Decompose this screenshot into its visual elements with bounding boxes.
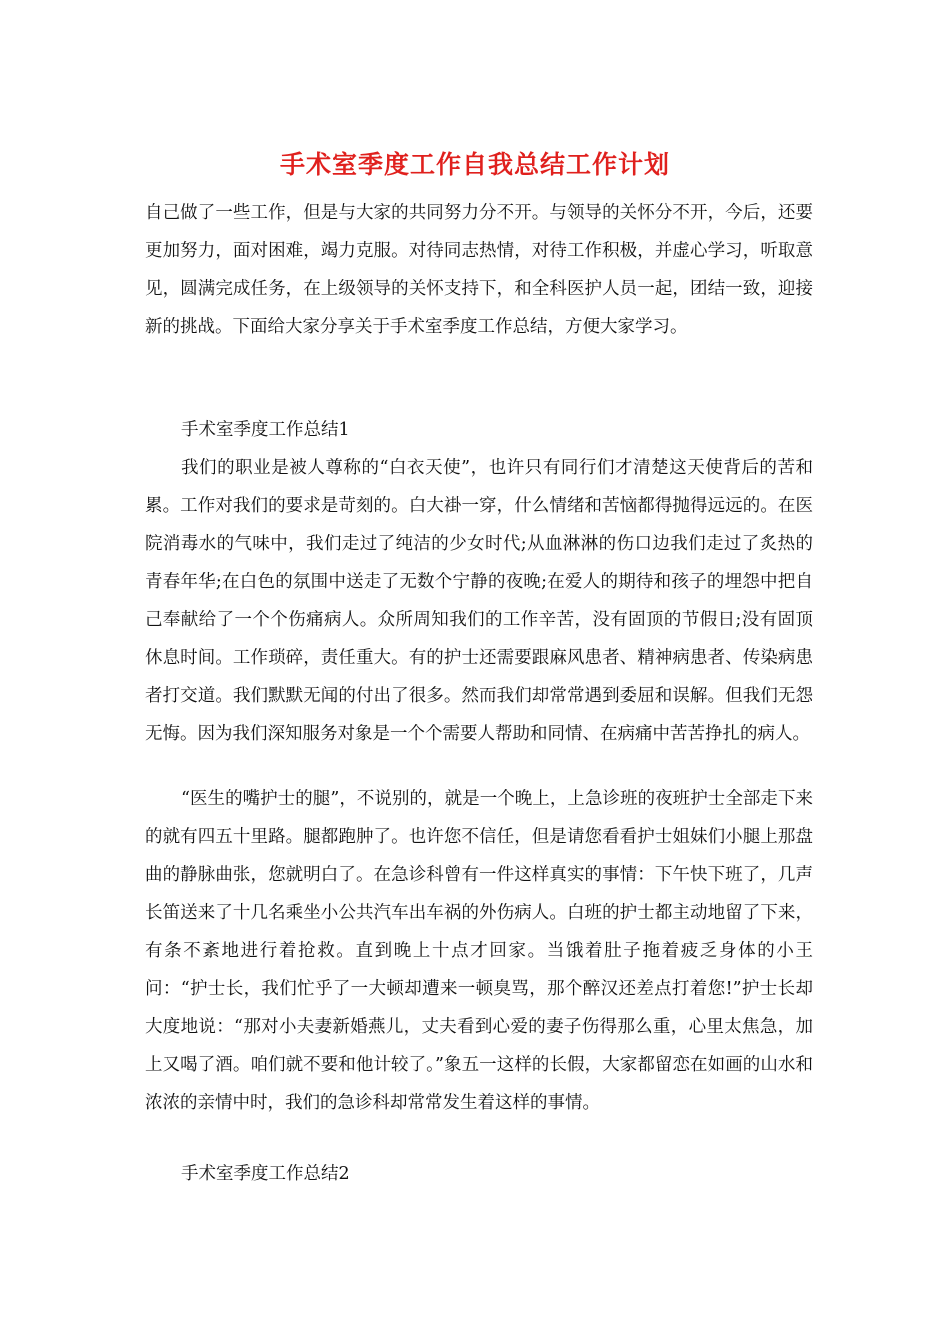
document-title: 手术室季度工作自我总结工作计划 — [279, 150, 670, 179]
section-heading-1: 手术室季度工作总结1 — [181, 420, 350, 440]
section1-paragraph-1: 我们的职业是被人尊称的“白衣天使”，也许只有同行们才清楚这天使背后的苦和累。工作对我们的要求是苛刻的。白大褂一穿，什么情绪和苦恼都得抛得远远的。在医院消毒水的气味中，我们走过了纯洁的少女时代;从血淋淋的伤口边我们走过了炙热的青春年华;在白色的氛围中送走了无数个宁静的夜晚;在爱人的期待和孩子的埋怨中把自己奉献给了一个个伤痛病人。众所周知我们的工作辛苦，没有固顶的节假日;没有固顶休息时间。工作琐碎，责任重大。有的护士还需要跟麻风患者、精神病患者、传染病患者打交道。我们默默无闻的付出了很多。然而我们却常常遇到委屈和误解。但我们无怨无悔。因为我们深知服务对象是一个个需要人帮助和同情、在病痛中苦苦挣扎的病人。 — [145, 458, 813, 744]
intro-paragraph: 自己做了一些工作，但是与大家的共同努力分不开。与领导的关怀分不开，今后，还要更加努力，面对困难，竭力克服。对待同志热情，对待工作积极，并虚心学习，听取意见，圆满完成任务，在上级领导的关怀支持下，和全科医护人员一起，团结一致，迎接新的挑战。下面给大家分享关于手术室季度工作总结，方便大家学习。 — [145, 203, 813, 337]
section1-paragraph-2: “医生的嘴护士的腿”，不说别的，就是一个晚上，上急诊班的夜班护士全部走下来的就有四五十里路。腿都跑肿了。也许您不信任，但是请您看看护士姐妹们小腿上那盘曲的静脉曲张，您就明白了。在急诊科曾有一件这样真实的事情：下午快下班了，几声长笛送来了十几名乘坐小公共汽车出车祸的外伤病人。白班的护士都主动地留了下来，有条不紊地进行着抢救。直到晚上十点才回家。当饿着肚子拖着疲乏身体的小王问：“护士长，我们忙乎了一大顿却遭来一顿臭骂，那个醉汉还差点打着您!”护士长却大度地说：“那对小夫妻新婚燕儿，丈夫看到心爱的妻子伤得那么重，心里太焦急，加上又喝了酒。咱们就不要和他计较了。”象五一这样的长假，大家都留恋在如画的山水和浓浓的亲情中时，我们的急诊科却常常发生着这样的事情。 — [145, 789, 813, 1113]
section-heading-2: 手术室季度工作总结2 — [181, 1164, 350, 1184]
